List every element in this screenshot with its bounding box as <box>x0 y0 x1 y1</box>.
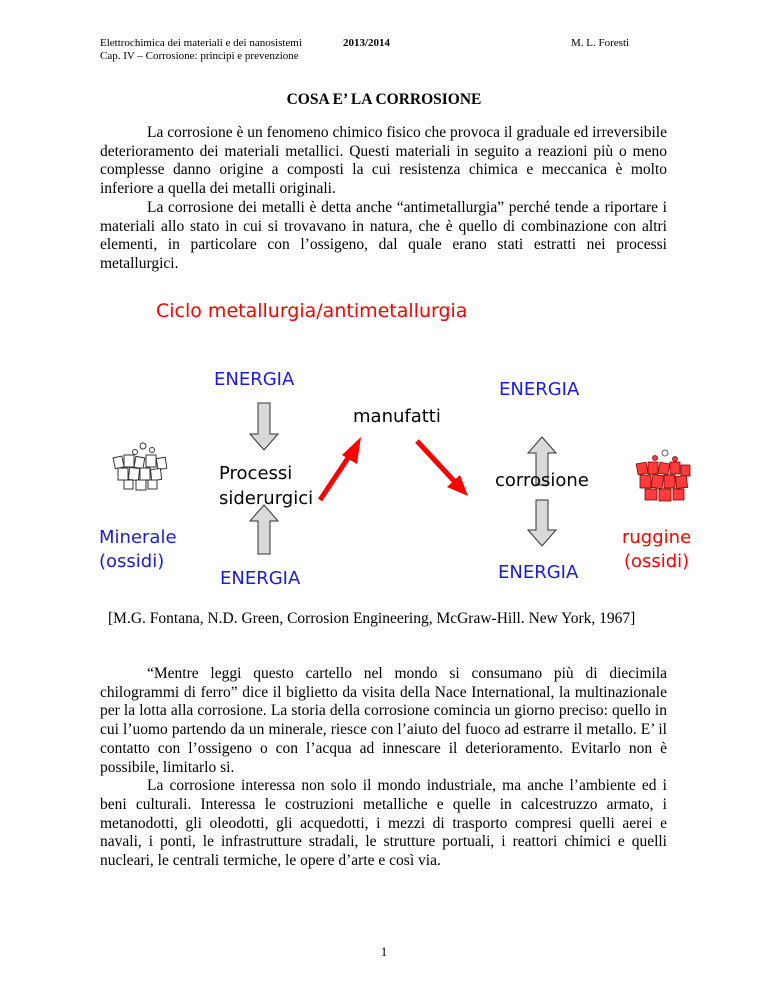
header-author: M. L. Foresti <box>571 37 630 49</box>
energy-top-right: ENERGIA <box>499 379 580 400</box>
page-number: 1 <box>380 944 388 959</box>
corrosione-label: corrosione <box>495 470 589 491</box>
header-course-line2: Cap. IV – Corrosione: principi e prevenzione <box>100 50 299 62</box>
mineral-icon <box>113 443 167 490</box>
arrow-red-up <box>320 437 361 500</box>
minerale-line1: Minerale <box>99 527 177 548</box>
processi-line2: siderurgici <box>219 488 314 509</box>
processi-line1: Processi <box>219 463 293 484</box>
arrow-up-left <box>250 505 278 554</box>
ruggine-line2: (ossidi) <box>623 551 690 572</box>
energy-bottom-left: ENERGIA <box>220 568 301 589</box>
arrow-down-right <box>528 500 556 546</box>
processi-label <box>219 461 313 511</box>
body-text <box>100 665 667 871</box>
paragraph-4: La corrosione interessa non solo il mondo industriale, ma anche l’ambiente ed i beni culturali. Interessa le costruzioni metalliche e quelle in calcestruzzo armato, i metanodotti, gli oleodotti, gli acquedotti, i mezzi di trasporto compresi quelli aerei e navali, i ponti, le infrastrutture stradali, le strutture portuali, i reattori chimici e quelli nucleari, le centrali termiche, le opere d’arte e così via. <box>100 777 667 870</box>
arrow-down-left <box>250 403 278 450</box>
energy-top-left: ENERGIA <box>214 369 295 390</box>
minerale-line2: (ossidi) <box>99 551 165 572</box>
ruggine-label <box>622 526 691 574</box>
page-title: COSA E’ LA CORROSIONE <box>286 91 482 108</box>
paragraph-2: La corrosione dei metalli è detta anche “antimetallurgia” perché tende a riportare i materiali allo stato in cui si trovavano in natura, che è quello di combinazione con altri elementi, in particolare con l’ossigeno, dal quale erano stati estratti nei processi metallurgici. <box>100 198 667 272</box>
reference-citation: [M.G. Fontana, N.D. Green, Corrosion Engineering, McGraw-Hill. New York, 1967] <box>108 610 636 627</box>
ruggine-line1: ruggine <box>622 527 692 548</box>
rust-icon <box>636 450 690 501</box>
energy-bottom-right: ENERGIA <box>498 562 579 583</box>
minerale-label <box>99 526 177 574</box>
paragraph-1: La corrosione è un fenomeno chimico fisico che provoca il graduale ed irreversibile deterioramento dei materiali metallici. Questi materiali in seguito a reazioni più o meno complesse danno origine a composti la cui resistenza chimica e meccanica è molto inferiore a quella dei metalli originali. <box>100 124 667 198</box>
arrow-red-down <box>417 441 468 496</box>
manufatti-label: manufatti <box>353 406 441 427</box>
header-course-line1: Elettrochimica dei materiali e dei nanosistemi <box>100 37 302 49</box>
paragraph-3: “Mentre leggi questo cartello nel mondo si consumano più di diecimila chilogrammi di ferro” dice il biglietto da visita della Nace International, la multinazionale per la lotta alla corrosione. La storia della corrosione comincia un giorno preciso: quello in cui l’uomo partendo da un minerale, riesce con l’aiuto del fuoco ad estrarre il metallo. E’ il contatto con l’ossigeno o con l’acqua ad innescare il deterioramento. Evitarlo non è possibile, limitarlo si. <box>100 665 667 776</box>
header-year: 2013/2014 <box>343 37 391 49</box>
diagram-title: Ciclo metallurgia/antimetallurgia <box>156 300 468 322</box>
